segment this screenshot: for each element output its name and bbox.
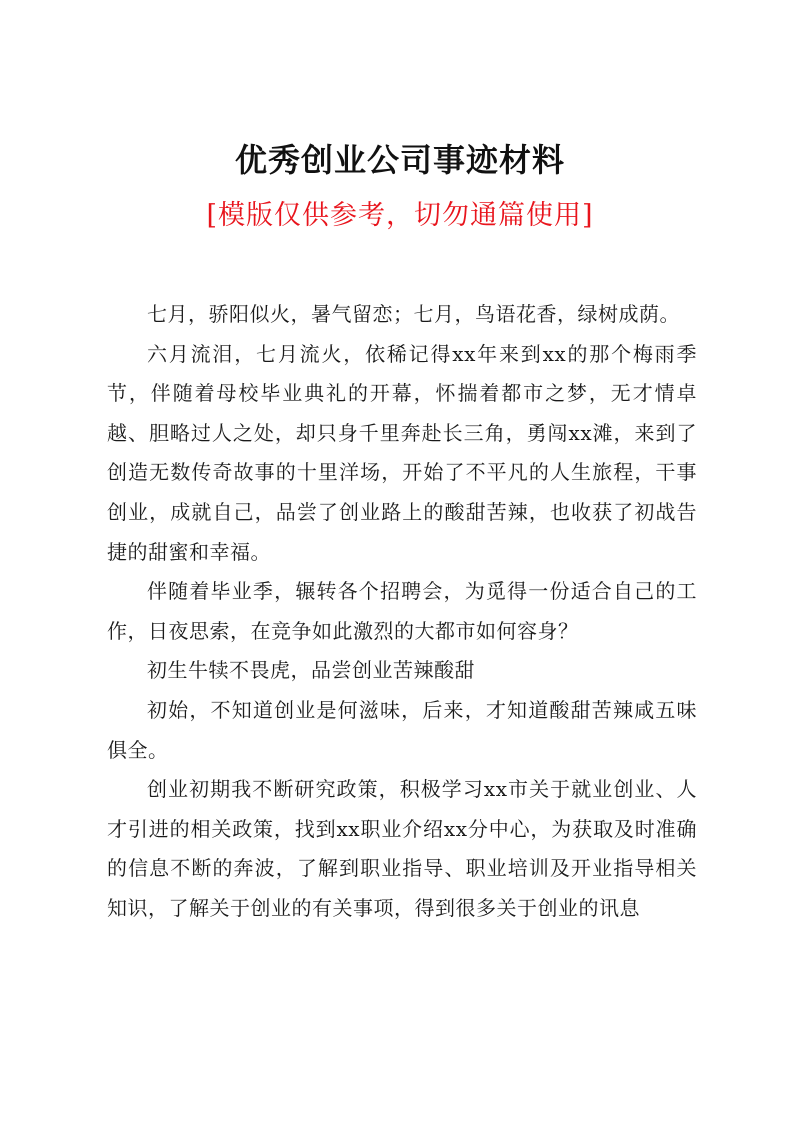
document-title: 优秀创业公司事迹材料 xyxy=(234,141,565,179)
document-subtitle: [模版仅供参考，切勿通篇使用] xyxy=(206,200,594,231)
document-body xyxy=(107,295,697,929)
paragraph-1: 七月，骄阳似火，暑气留恋；七月，鸟语花香，绿树成荫。 xyxy=(147,302,680,326)
paragraph-6: 创业初期我不断研究政策，积极学习xx市关于就业创业、人才引进的相关政策，找到xx职业介绍xx分中心，为获取及时准确的信息不断的奔波，了解到职业指导、职业培训及开业指导相关知识，了解关于创业的有关事项，得到很多关于创业的讯息 xyxy=(107,777,697,920)
paragraph-2: 六月流泪，七月流火，依稀记得xx年来到xx的那个梅雨季节，伴随着母校毕业典礼的开幕，怀揣着都市之梦，无才情卓越、胆略过人之处，却只身千里奔赴长三角，勇闯xx滩，来到了创造无数传奇故事的十里洋场，开始了不平凡的人生旅程，干事创业，成就自己，品尝了创业路上的酸甜苦辣，也收获了初战告捷的甜蜜和幸福。 xyxy=(107,341,697,564)
paragraph-4: 初生牛犊不畏虎，品尝创业苦辣酸甜 xyxy=(147,658,475,683)
paragraph-3: 伴随着毕业季，辗转各个招聘会，为觅得一份适合自己的工作，日夜思索，在竞争如此激烈的大都市如何容身？ xyxy=(107,579,697,643)
paragraph-5: 初始，不知道创业是何滋味，后来，才知道酸甜苦辣咸五味俱全。 xyxy=(107,697,697,762)
